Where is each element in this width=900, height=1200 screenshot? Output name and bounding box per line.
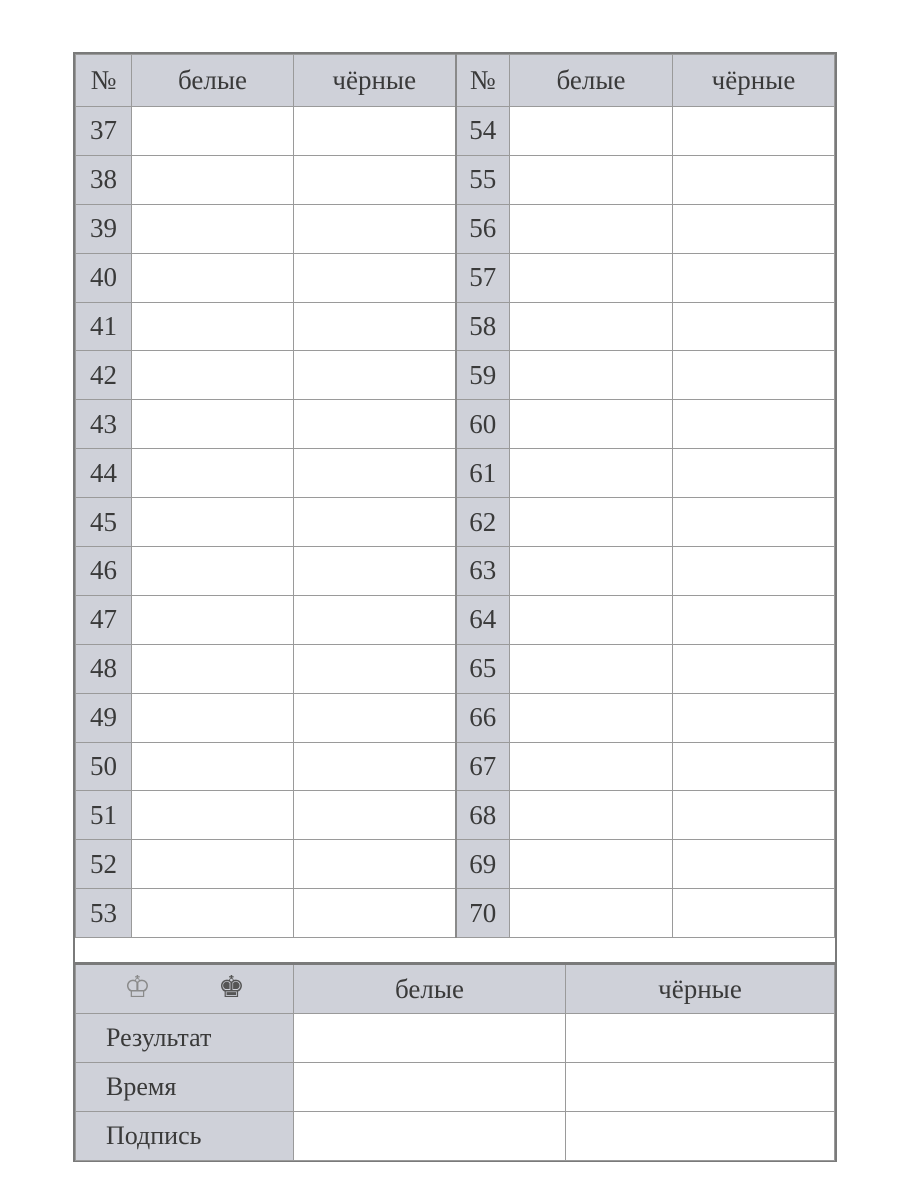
white-move-right-field[interactable] bbox=[510, 107, 673, 156]
white-move-right-field[interactable] bbox=[510, 889, 673, 938]
result-table bbox=[75, 962, 835, 1161]
black-move-left-field[interactable] bbox=[294, 742, 456, 791]
black-move-right-field[interactable] bbox=[673, 498, 835, 547]
black-move-left-field[interactable] bbox=[294, 595, 456, 644]
white-move-right-field[interactable] bbox=[510, 498, 673, 547]
black-move-right-field[interactable] bbox=[673, 204, 835, 253]
move-number-left: 43 bbox=[76, 400, 132, 449]
time-white-field[interactable] bbox=[294, 1063, 566, 1112]
black-move-right-field[interactable] bbox=[673, 351, 835, 400]
time-black-field[interactable] bbox=[566, 1063, 835, 1112]
black-move-left-field[interactable] bbox=[294, 547, 456, 596]
black-move-right-field[interactable] bbox=[673, 547, 835, 596]
move-row bbox=[76, 693, 835, 742]
pieces-header bbox=[76, 964, 294, 1014]
move-number-left: 48 bbox=[76, 644, 132, 693]
white-king-icon: ♔ bbox=[124, 970, 151, 1005]
move-row bbox=[76, 840, 835, 889]
header-number-right: № bbox=[456, 55, 510, 107]
black-move-right-field[interactable] bbox=[673, 791, 835, 840]
scoresheet bbox=[73, 52, 837, 1162]
white-move-left-field[interactable] bbox=[132, 547, 294, 596]
black-move-right-field[interactable] bbox=[673, 449, 835, 498]
result-white-field[interactable] bbox=[294, 1014, 566, 1063]
move-number-left: 41 bbox=[76, 302, 132, 351]
white-move-right-field[interactable] bbox=[510, 742, 673, 791]
black-move-right-field[interactable] bbox=[673, 302, 835, 351]
black-move-left-field[interactable] bbox=[294, 644, 456, 693]
move-row bbox=[76, 644, 835, 693]
black-move-left-field[interactable] bbox=[294, 840, 456, 889]
black-move-left-field[interactable] bbox=[294, 253, 456, 302]
white-move-right-field[interactable] bbox=[510, 693, 673, 742]
black-move-right-field[interactable] bbox=[673, 889, 835, 938]
white-move-left-field[interactable] bbox=[132, 889, 294, 938]
white-move-right-field[interactable] bbox=[510, 547, 673, 596]
white-move-right-field[interactable] bbox=[510, 400, 673, 449]
white-move-left-field[interactable] bbox=[132, 400, 294, 449]
black-move-left-field[interactable] bbox=[294, 204, 456, 253]
move-number-right: 60 bbox=[456, 400, 510, 449]
black-king-icon: ♚ bbox=[218, 970, 245, 1005]
move-row bbox=[76, 107, 835, 156]
time-row bbox=[76, 1063, 835, 1112]
result-header-black: чёрные bbox=[566, 964, 835, 1014]
move-number-right: 61 bbox=[456, 449, 510, 498]
move-row bbox=[76, 889, 835, 938]
header-white-left: белые bbox=[132, 55, 294, 107]
black-move-right-field[interactable] bbox=[673, 155, 835, 204]
move-number-right: 70 bbox=[456, 889, 510, 938]
white-move-left-field[interactable] bbox=[132, 498, 294, 547]
result-black-field[interactable] bbox=[566, 1014, 835, 1063]
move-number-right: 57 bbox=[456, 253, 510, 302]
white-move-right-field[interactable] bbox=[510, 155, 673, 204]
move-number-right: 54 bbox=[456, 107, 510, 156]
signature-label: Подпись bbox=[76, 1112, 294, 1161]
move-number-right: 66 bbox=[456, 693, 510, 742]
white-move-left-field[interactable] bbox=[132, 840, 294, 889]
white-move-left-field[interactable] bbox=[132, 449, 294, 498]
move-number-left: 42 bbox=[76, 351, 132, 400]
move-number-left: 53 bbox=[76, 889, 132, 938]
result-header-white: белые bbox=[294, 964, 566, 1014]
white-move-right-field[interactable] bbox=[510, 595, 673, 644]
white-move-right-field[interactable] bbox=[510, 449, 673, 498]
header-white-right: белые bbox=[510, 55, 673, 107]
black-move-left-field[interactable] bbox=[294, 498, 456, 547]
result-header-row bbox=[76, 964, 835, 1014]
move-row bbox=[76, 302, 835, 351]
move-number-left: 40 bbox=[76, 253, 132, 302]
move-number-left: 37 bbox=[76, 107, 132, 156]
black-move-left-field[interactable] bbox=[294, 400, 456, 449]
move-number-left: 49 bbox=[76, 693, 132, 742]
result-row bbox=[76, 1014, 835, 1063]
white-move-left-field[interactable] bbox=[132, 742, 294, 791]
move-number-left: 44 bbox=[76, 449, 132, 498]
move-number-right: 62 bbox=[456, 498, 510, 547]
white-move-left-field[interactable] bbox=[132, 302, 294, 351]
time-label: Время bbox=[76, 1063, 294, 1112]
move-row bbox=[76, 400, 835, 449]
moves-table bbox=[75, 54, 835, 938]
white-move-left-field[interactable] bbox=[132, 155, 294, 204]
white-move-right-field[interactable] bbox=[510, 204, 673, 253]
black-move-right-field[interactable] bbox=[673, 840, 835, 889]
header-number-left: № bbox=[76, 55, 132, 107]
signature-row bbox=[76, 1112, 835, 1161]
move-number-right: 59 bbox=[456, 351, 510, 400]
black-move-right-field[interactable] bbox=[673, 595, 835, 644]
move-number-left: 50 bbox=[76, 742, 132, 791]
black-move-right-field[interactable] bbox=[673, 107, 835, 156]
black-move-left-field[interactable] bbox=[294, 107, 456, 156]
move-row bbox=[76, 742, 835, 791]
move-row bbox=[76, 155, 835, 204]
white-move-right-field[interactable] bbox=[510, 840, 673, 889]
move-number-right: 65 bbox=[456, 644, 510, 693]
black-move-left-field[interactable] bbox=[294, 791, 456, 840]
move-number-left: 47 bbox=[76, 595, 132, 644]
black-move-right-field[interactable] bbox=[673, 693, 835, 742]
move-number-right: 64 bbox=[456, 595, 510, 644]
move-number-left: 52 bbox=[76, 840, 132, 889]
black-move-left-field[interactable] bbox=[294, 155, 456, 204]
move-row bbox=[76, 449, 835, 498]
move-number-right: 58 bbox=[456, 302, 510, 351]
white-move-right-field[interactable] bbox=[510, 302, 673, 351]
move-number-right: 67 bbox=[456, 742, 510, 791]
black-move-right-field[interactable] bbox=[673, 400, 835, 449]
header-black-right: чёрные bbox=[673, 55, 835, 107]
white-move-left-field[interactable] bbox=[132, 595, 294, 644]
black-move-right-field[interactable] bbox=[673, 253, 835, 302]
move-row bbox=[76, 351, 835, 400]
move-number-left: 38 bbox=[76, 155, 132, 204]
move-number-left: 51 bbox=[76, 791, 132, 840]
move-row bbox=[76, 204, 835, 253]
white-move-left-field[interactable] bbox=[132, 693, 294, 742]
move-number-right: 69 bbox=[456, 840, 510, 889]
move-number-right: 68 bbox=[456, 791, 510, 840]
move-number-left: 39 bbox=[76, 204, 132, 253]
move-number-left: 46 bbox=[76, 547, 132, 596]
black-move-left-field[interactable] bbox=[294, 889, 456, 938]
white-move-left-field[interactable] bbox=[132, 204, 294, 253]
white-move-right-field[interactable] bbox=[510, 791, 673, 840]
result-label: Результат bbox=[76, 1014, 294, 1063]
black-move-left-field[interactable] bbox=[294, 351, 456, 400]
white-move-right-field[interactable] bbox=[510, 644, 673, 693]
move-number-right: 63 bbox=[456, 547, 510, 596]
white-move-left-field[interactable] bbox=[132, 351, 294, 400]
black-move-right-field[interactable] bbox=[673, 644, 835, 693]
white-move-left-field[interactable] bbox=[132, 644, 294, 693]
header-black-left: чёрные bbox=[294, 55, 456, 107]
black-move-left-field[interactable] bbox=[294, 449, 456, 498]
move-row bbox=[76, 547, 835, 596]
black-move-right-field[interactable] bbox=[673, 742, 835, 791]
move-row bbox=[76, 498, 835, 547]
move-row bbox=[76, 253, 835, 302]
signature-black-field[interactable] bbox=[566, 1112, 835, 1161]
move-number-right: 55 bbox=[456, 155, 510, 204]
move-number-right: 56 bbox=[456, 204, 510, 253]
move-row bbox=[76, 791, 835, 840]
move-number-left: 45 bbox=[76, 498, 132, 547]
black-move-left-field[interactable] bbox=[294, 693, 456, 742]
white-move-left-field[interactable] bbox=[132, 107, 294, 156]
white-move-right-field[interactable] bbox=[510, 351, 673, 400]
white-move-right-field[interactable] bbox=[510, 253, 673, 302]
white-move-left-field[interactable] bbox=[132, 791, 294, 840]
moves-header-row bbox=[76, 55, 835, 107]
black-move-left-field[interactable] bbox=[294, 302, 456, 351]
signature-white-field[interactable] bbox=[294, 1112, 566, 1161]
white-move-left-field[interactable] bbox=[132, 253, 294, 302]
move-row bbox=[76, 595, 835, 644]
